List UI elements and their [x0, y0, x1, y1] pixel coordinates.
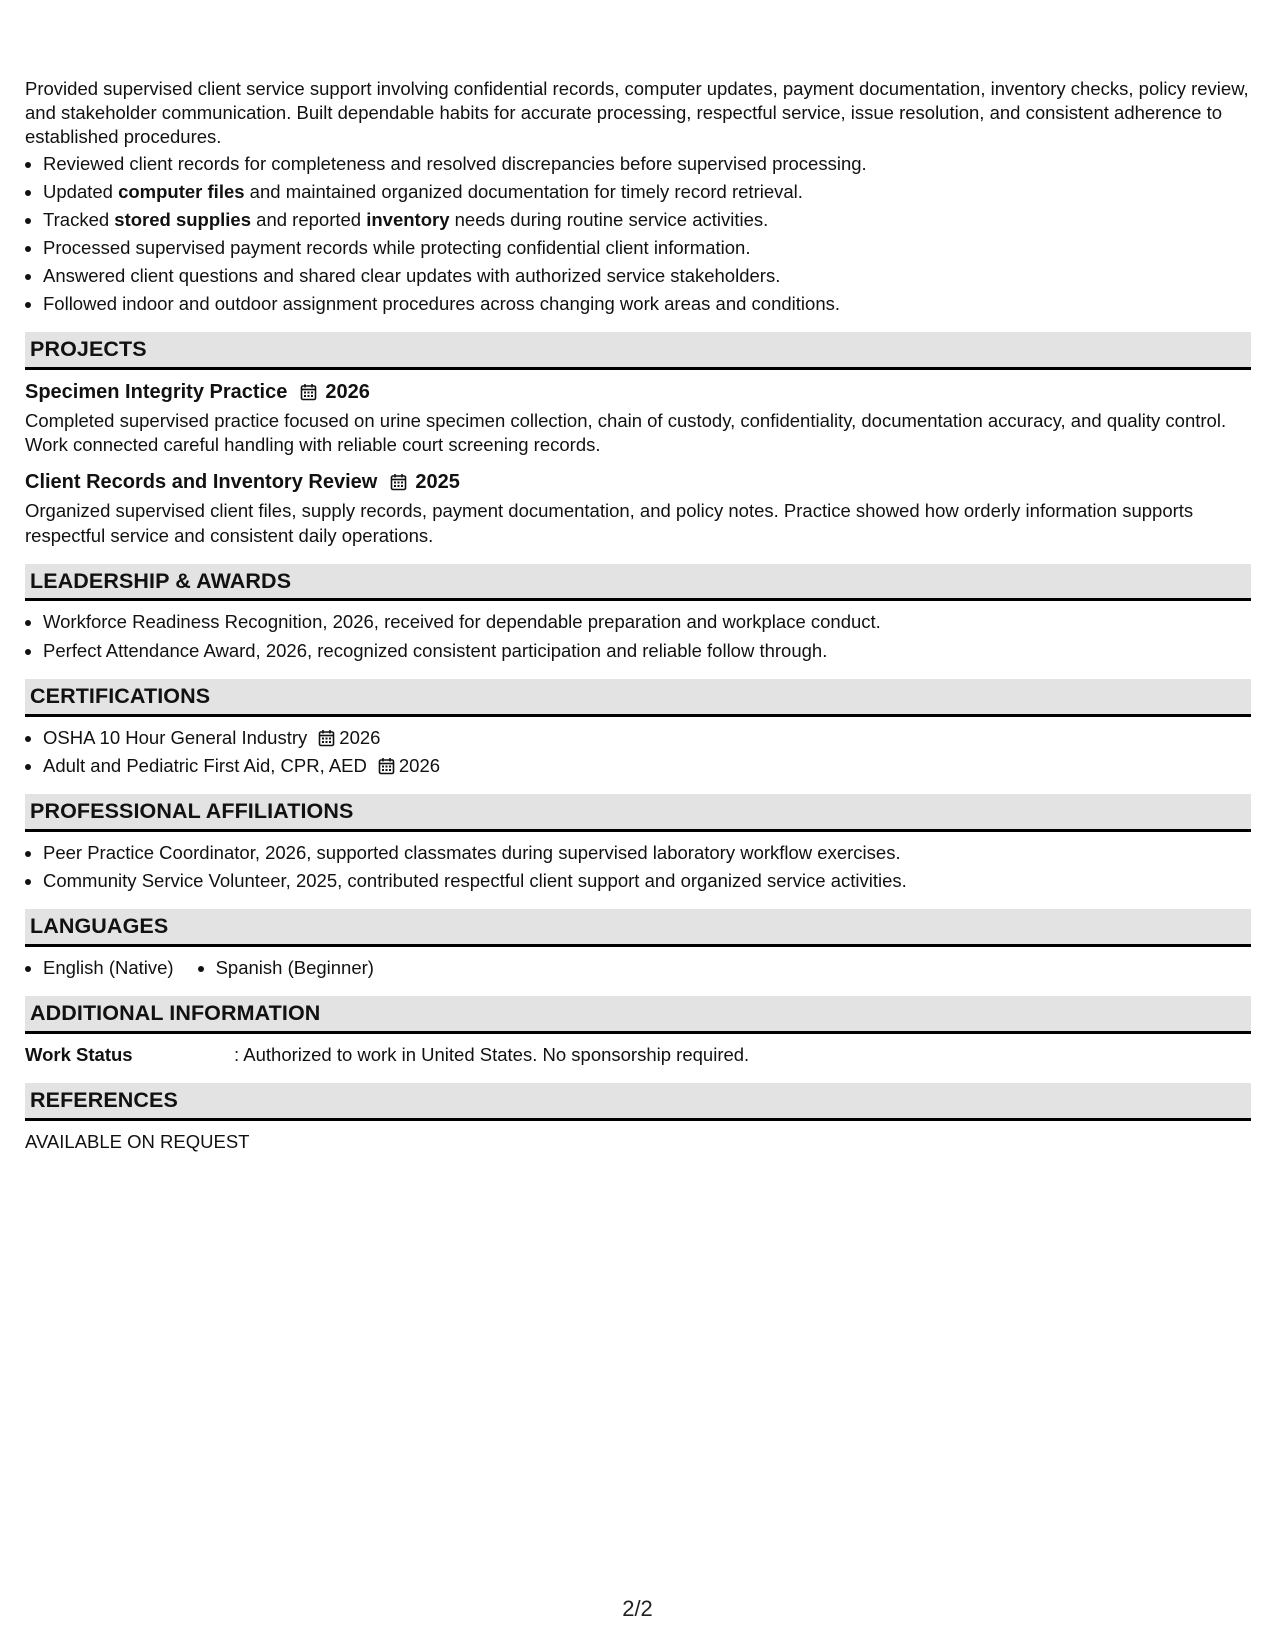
certification-list — [25, 726, 1251, 778]
project-item — [25, 379, 1251, 457]
experience-bullet — [43, 264, 1251, 288]
affiliation-item: • Peer Practice Coordinator, 2026, supported classmates during supervised laboratory workflow exercises. — [43, 841, 1251, 865]
leadership-item: • Workforce Readiness Recognition, 2026, received for dependable preparation and workplace conduct. — [43, 610, 1251, 634]
page-number: 2/2 — [622, 1596, 653, 1621]
affiliation-item: • Community Service Volunteer, 2025, contributed respectful client support and organized service activities. — [43, 869, 1251, 893]
section-heading-references: REFERENCES — [25, 1083, 1251, 1121]
section-heading-leadership: LEADERSHIP & AWARDS — [25, 564, 1251, 602]
calendar-icon — [378, 757, 395, 775]
bullet-bold-text: stored supplies — [114, 209, 252, 231]
work-status-label: Work Status — [25, 1043, 133, 1065]
project-title-row — [25, 379, 1251, 405]
bullet-text: and reported — [251, 209, 367, 231]
calendar-icon — [390, 473, 407, 491]
section-heading-affiliations: PROFESSIONAL AFFILIATIONS — [25, 794, 1251, 832]
bullet-bold-text: computer files — [118, 181, 245, 203]
resume-content — [25, 77, 1251, 1154]
section-heading-projects: PROJECTS — [25, 332, 1251, 370]
project-description: Organized supervised client files, supply records, payment documentation, and policy notes. Practice showed how orderly information supports respectful service and consistent daily operations. — [25, 500, 1194, 546]
certification-item — [43, 754, 1251, 778]
experience-bullet — [43, 292, 1251, 316]
project-title: Specimen Integrity Practice — [25, 381, 288, 404]
bullet-text: Answered client questions and shared clear updates with authorized service stakeholders. — [43, 265, 781, 287]
certification-name: • Adult and Pediatric First Aid, CPR, AED — [43, 754, 367, 776]
project-year: 2026 — [325, 381, 370, 404]
work-status-row — [25, 1043, 1251, 1067]
leadership-list — [25, 610, 1251, 662]
work-status-value: : Authorized to work in United States. No sponsorship required. — [234, 1043, 750, 1065]
section-heading-certifications: CERTIFICATIONS — [25, 679, 1251, 717]
bullet-text: needs during routine service activities. — [449, 209, 769, 231]
bullet-text: Reviewed client records for completeness and resolved discrepancies before supervised processing. — [43, 153, 867, 175]
bullet-text: Followed indoor and outdoor assignment procedures across changing work areas and conditions. — [43, 293, 840, 315]
certification-name: • OSHA 10 Hour General Industry — [43, 726, 308, 748]
leadership-item: • Perfect Attendance Award, 2026, recognized consistent participation and reliable follow through. — [43, 639, 1251, 663]
experience-bullet — [43, 208, 1251, 232]
project-title-row — [25, 469, 1251, 495]
affiliation-list — [25, 841, 1251, 893]
experience-bullet — [43, 236, 1251, 260]
calendar-icon — [318, 729, 335, 747]
experience-bullet — [43, 180, 1251, 204]
certification-item — [43, 726, 1251, 750]
project-description: Completed supervised practice focused on urine specimen collection, chain of custody, confidentiality, documentation accuracy, and quality control. Work connected careful handling with reliable court screening records. — [25, 410, 1227, 456]
section-heading-additional-info: ADDITIONAL INFORMATION — [25, 996, 1251, 1034]
project-item — [25, 469, 1251, 547]
experience-bullet — [43, 152, 1251, 176]
bullet-bold-text: inventory — [366, 209, 450, 231]
calendar-icon — [300, 383, 317, 401]
project-year: 2025 — [415, 471, 460, 494]
certification-year: 2026 — [398, 754, 441, 776]
experience-bullet-list — [25, 152, 1251, 316]
experience-summary: Provided supervised client service support involving confidential records, computer updates, payment documentation, inventory checks, policy review, and stakeholder communication. Built dependable habits for accurate processing, respectful service, issue resolution, and consistent adherence to established procedures. — [25, 78, 1249, 148]
language-item: • Spanish (Beginner) — [216, 956, 374, 980]
language-list — [25, 956, 1251, 980]
language-item: • English (Native) — [43, 956, 174, 980]
bullet-text: and maintained organized documentation for timely record retrieval. — [244, 181, 803, 203]
bullet-text: Updated — [43, 181, 119, 203]
section-heading-languages: LANGUAGES — [25, 909, 1251, 947]
bullet-text: Processed supervised payment records while protecting confidential client information. — [43, 237, 751, 259]
certification-year: 2026 — [339, 726, 381, 748]
references-text: AVAILABLE ON REQUEST — [25, 1130, 250, 1152]
bullet-text: Tracked — [43, 209, 115, 231]
project-title: Client Records and Inventory Review — [25, 471, 378, 494]
